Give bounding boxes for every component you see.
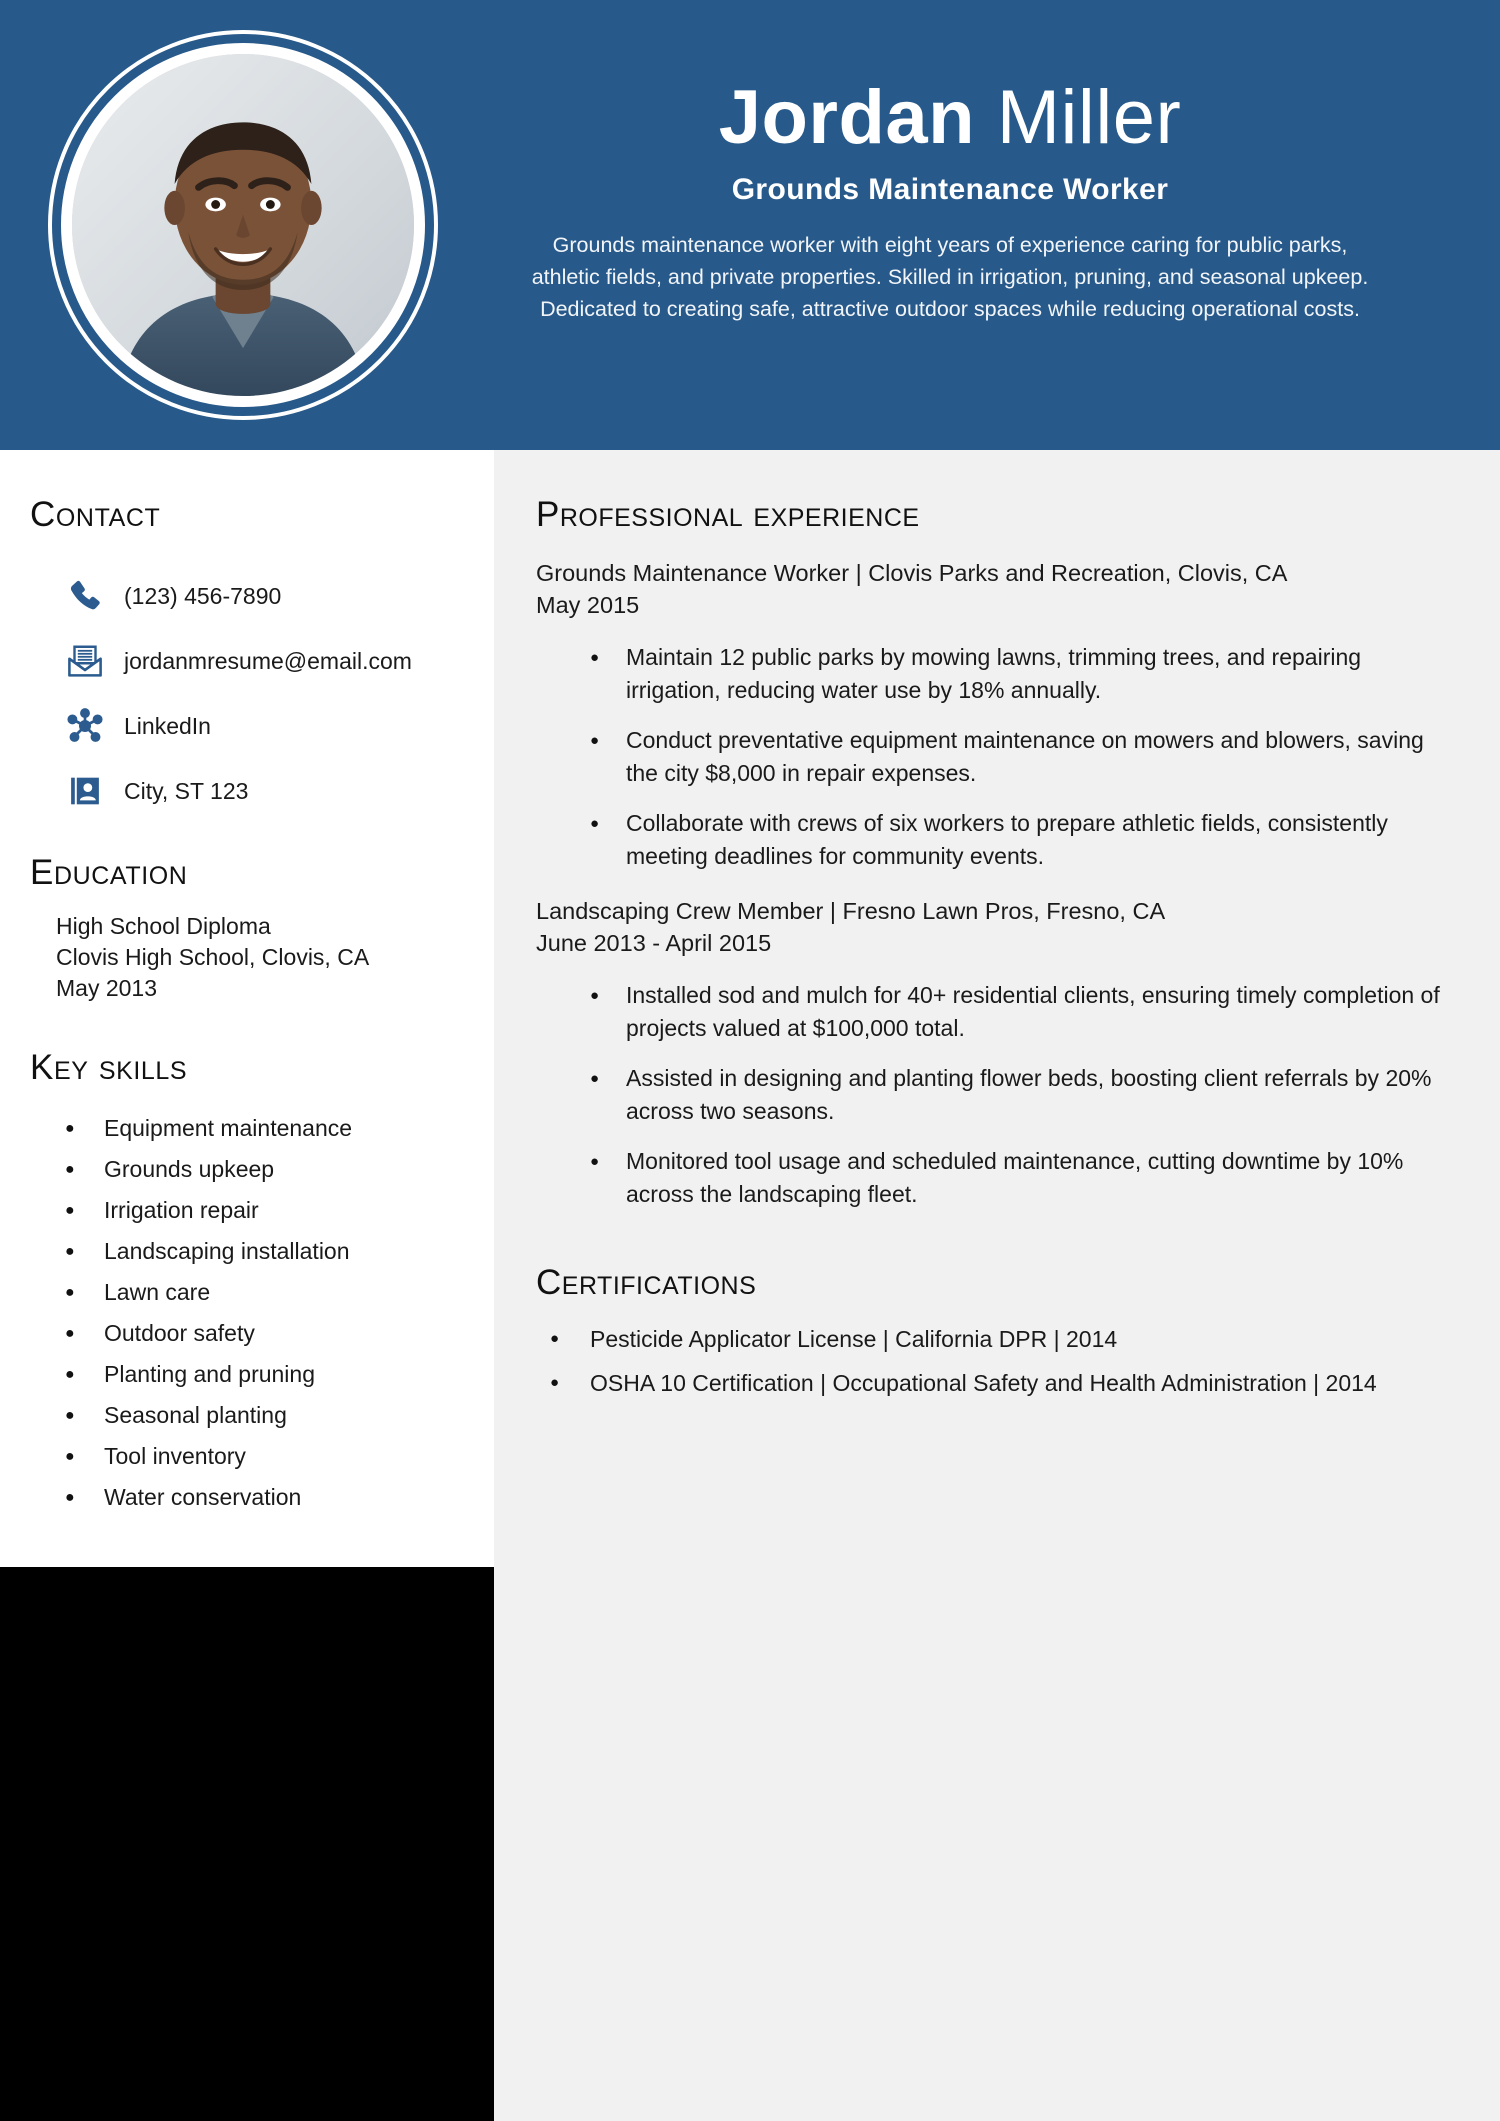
contact-item-email[interactable]: [30, 628, 464, 693]
list-item: ● Collaborate with crews of six workers to prepare athletic fields, consistently meeting deadlines for community events.: [588, 807, 1442, 873]
email-icon: [64, 640, 106, 682]
list-item: ● OSHA 10 Certification | Occupational Safety and Health Administration | 2014: [548, 1361, 1442, 1405]
list-item: ● Landscaping installation: [60, 1231, 464, 1272]
list-item: ● Outdoor safety: [60, 1313, 464, 1354]
education-school: Clovis High School, Clovis, CA: [56, 944, 370, 970]
section-heading-skills: Key skills: [30, 1048, 188, 1087]
experience-job-list: [536, 557, 1442, 1211]
contact-item-phone[interactable]: [30, 563, 464, 628]
education-date: May 2013: [56, 975, 158, 1001]
education-degree: High School Diploma: [56, 913, 271, 939]
list-item: ● Equipment maintenance: [60, 1108, 464, 1149]
contact-item-linkedin[interactable]: [30, 693, 464, 758]
phone-icon: [64, 575, 106, 617]
email-value: jordanmresume@email.com: [124, 647, 412, 674]
list-item: ● Maintain 12 public parks by mowing lawns, trimming trees, and repairing irrigation, reducing water use by 18% annually.: [588, 641, 1442, 707]
address-value: City, ST 123: [124, 777, 249, 804]
sidebar-footer-block: [0, 1567, 494, 2121]
experience-entry: [536, 557, 1442, 873]
job-title: Grounds Maintenance Worker: [731, 173, 1169, 206]
header-text-block: [470, 75, 1430, 325]
certifications-list: [536, 1317, 1442, 1405]
experience-bullets: [536, 641, 1442, 873]
list-item: ● Monitored tool usage and scheduled maintenance, cutting downtime by 10% across the landscaping fleet.: [588, 1145, 1442, 1211]
contact-item-address[interactable]: [30, 758, 464, 823]
section-heading-education: Education: [30, 853, 188, 892]
list-item: ● Irrigation repair: [60, 1190, 464, 1231]
experience-bullets: [536, 979, 1442, 1211]
certifications-section: [536, 1263, 1442, 1405]
section-heading-contact: Contact: [30, 495, 161, 534]
experience-title: Grounds Maintenance Worker | Clovis Parks and Recreation, Clovis, CA: [536, 560, 1288, 586]
experience-dates: May 2015: [536, 592, 640, 618]
linkedin-icon: [64, 705, 106, 747]
main-column: [494, 450, 1500, 2121]
list-item: ● Water conservation: [60, 1477, 464, 1518]
list-item: ● Grounds upkeep: [60, 1149, 464, 1190]
section-heading-experience: Professional experience: [536, 495, 920, 534]
list-item: ● Lawn care: [60, 1272, 464, 1313]
section-heading-certifications: Certifications: [536, 1263, 757, 1302]
professional-summary: Grounds maintenance worker with eight years of experience caring for public parks, athletic fields, and private properties. Skilled in irrigation, pruning, and seasonal upkeep. Dedicated to creating safe, attractive outdoor spaces while reducing operational costs.: [531, 233, 1369, 321]
education-section: [30, 853, 464, 1004]
experience-dates: June 2013 - April 2015: [536, 930, 772, 956]
list-item: ● Installed sod and mulch for 40+ residential clients, ensuring timely completion of projects valued at $100,000 total.: [588, 979, 1442, 1045]
list-item: ● Planting and pruning: [60, 1354, 464, 1395]
portrait-photo-icon: [72, 54, 414, 396]
list-item: ● Pesticide Applicator License | California DPR | 2014: [548, 1317, 1442, 1361]
list-item: ● Assisted in designing and planting flower beds, boosting client referrals by 20% across two seasons.: [588, 1062, 1442, 1128]
avatar-image: [61, 43, 425, 407]
experience-entry: [536, 895, 1442, 1211]
avatar: [48, 30, 438, 420]
experience-section: [536, 495, 1442, 1211]
skills-section: [30, 1048, 464, 1518]
phone-value: (123) 456-7890: [124, 582, 282, 609]
address-icon: [64, 770, 106, 812]
education-entry: [30, 911, 464, 1004]
list-item: ● Seasonal planting: [60, 1395, 464, 1436]
resume-body: [0, 450, 1500, 2121]
sidebar: [0, 450, 494, 2121]
list-item: ● Conduct preventative equipment maintenance on mowers and blowers, saving the city $8,000 in repair expenses.: [588, 724, 1442, 790]
list-item: ● Tool inventory: [60, 1436, 464, 1477]
page-title: [470, 75, 1430, 161]
contact-list: [30, 563, 464, 823]
skills-list: [30, 1108, 464, 1518]
first-name: Jordan: [718, 75, 976, 160]
experience-title: Landscaping Crew Member | Fresno Lawn Pros, Fresno, CA: [536, 898, 1166, 924]
resume-header: [0, 0, 1500, 450]
last-name: Miller: [996, 75, 1182, 160]
linkedin-value: LinkedIn: [124, 712, 211, 739]
